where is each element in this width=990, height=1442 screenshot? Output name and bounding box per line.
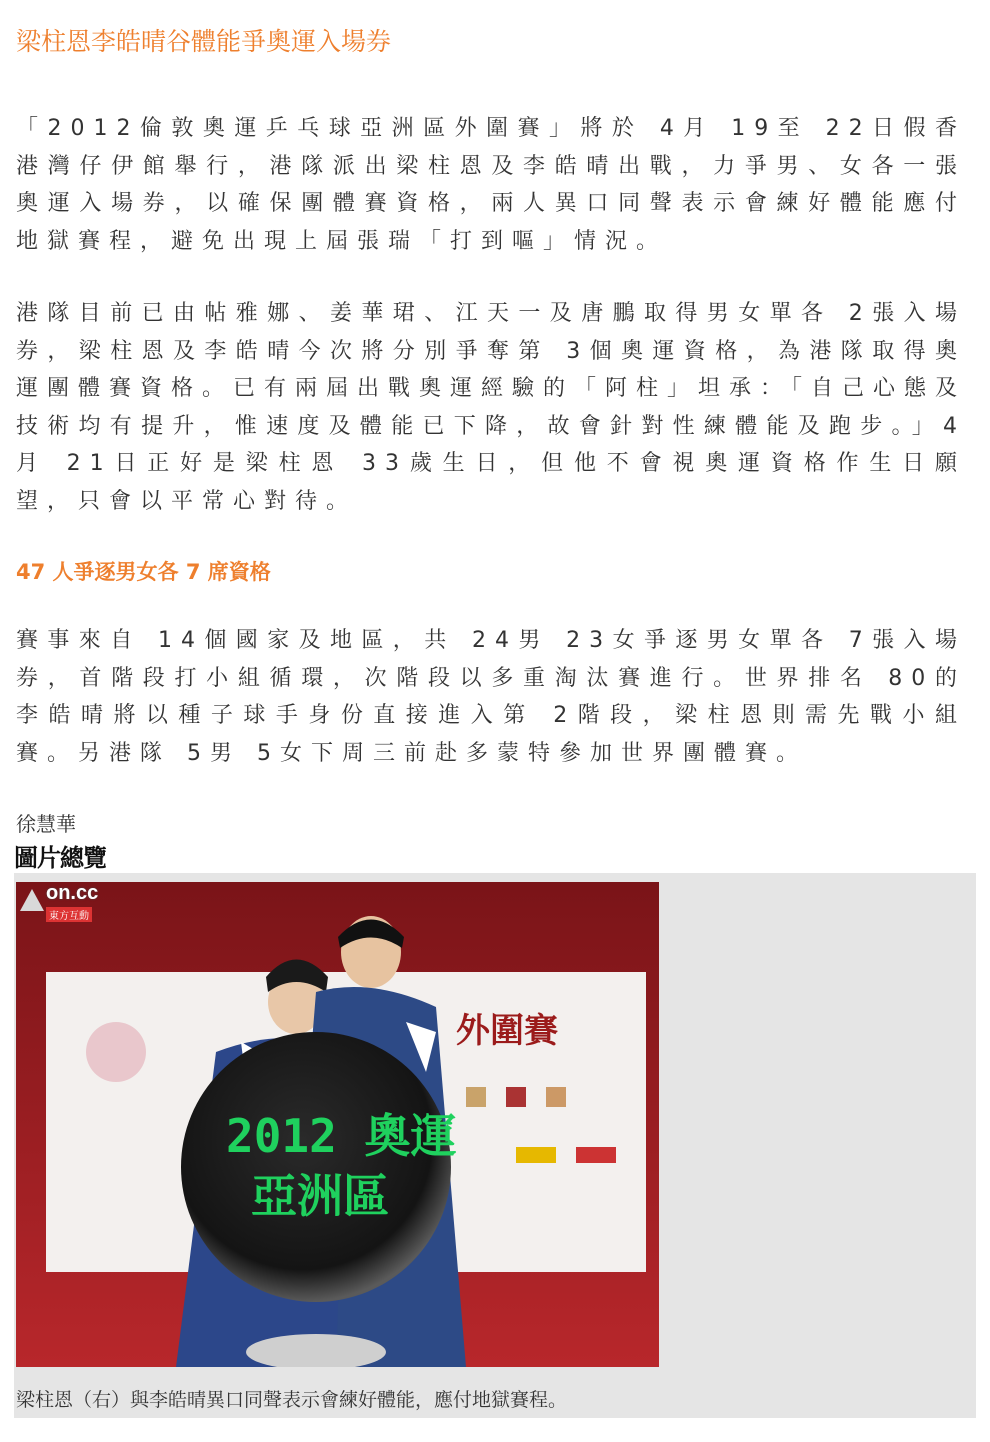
photo-illustration bbox=[16, 882, 659, 1367]
article-author: 徐慧華 bbox=[16, 812, 76, 836]
article-paragraph: 港隊目前已由帖雅娜、姜華珺、江天一及唐鵬取得男女單各 2張入場券，梁柱恩及李皓晴今次將分別爭奪第 3個奧運資格，為港隊取得奧運團體賽資格。已有兩屆出戰奧運經驗的「阿柱」坦承：「自己心態及技術均有提升，惟速度及體能已下降，故會針對性練體能及跑步。」4月 21日正好是梁柱恩 33歲生日，但他不會視奧運資格作生日願望，只會以平常心對待。 bbox=[16, 301, 967, 514]
article-paragraph: 「2012倫敦奧運乒乓球亞洲區外圍賽」將於 4月 19至 22日假香港灣仔伊館舉行，港隊派出梁柱恩及李皓晴出戰，力爭男、女各一張奧運入場券，以確保團體賽資格，兩人異口同聲表示會練好體能應付地獄賽程，避免出現上屆張瑞「打到嘔」情況。 bbox=[16, 116, 966, 254]
logo-subtext: 東方互動 bbox=[46, 907, 92, 922]
article-title: 梁柱恩李皓晴谷體能爭奧運入場券 bbox=[16, 27, 392, 56]
article-subheading: 47 人爭逐男女各 7 席資格 bbox=[16, 560, 271, 584]
banner-text: 外圍賽 bbox=[456, 1011, 558, 1051]
photo-caption: 梁柱恩（右）與李皓晴異口同聲表示會練好體能，應付地獄賽程。 bbox=[16, 1389, 568, 1411]
photo-gallery bbox=[14, 873, 976, 1418]
ball-text-line1: 2012 奧運 bbox=[226, 1109, 457, 1163]
article-paragraph: 賽事來自 14個國家及地區，共 24男 23女爭逐男女單各 7張入場券，首階段打小組循環，次階段以多重淘汰賽進行。世界排名 80的李皓晴將以種子球手身份直接進入第 2階段，梁柱恩則需先戰小組賽。另港隊 5男 5女下周三前赴多蒙特參加世界團體賽。 bbox=[16, 628, 966, 766]
logo-text: on.cc bbox=[46, 882, 99, 904]
ball-text-line2: 亞洲區 bbox=[251, 1169, 389, 1223]
oncc-logo bbox=[16, 882, 114, 924]
gallery-photo[interactable] bbox=[16, 882, 659, 1367]
logo-mark-icon bbox=[18, 886, 48, 916]
gallery-heading: 圖片總覽 bbox=[14, 844, 106, 872]
